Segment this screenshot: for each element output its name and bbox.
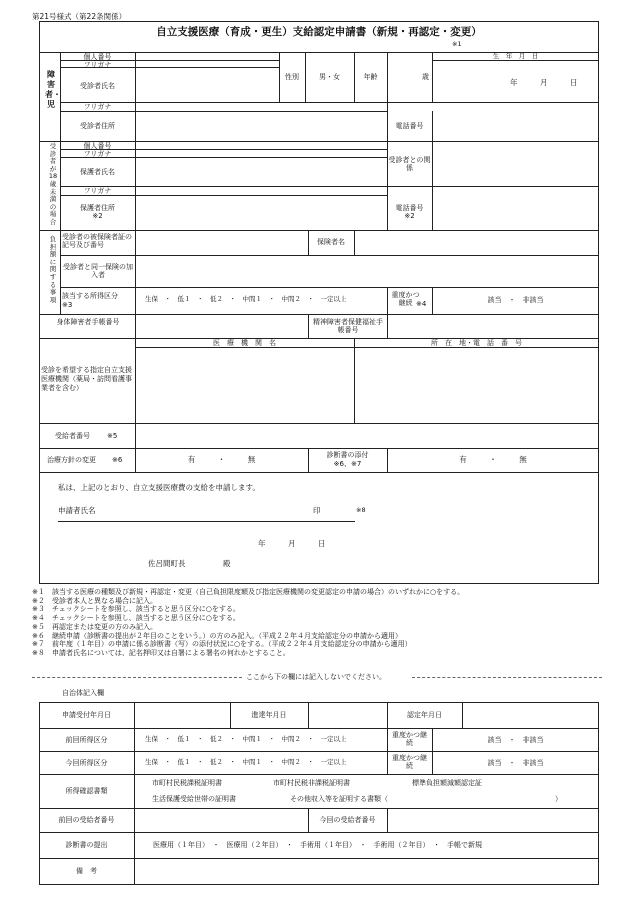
note-item — [32, 649, 290, 658]
remarks-label: 備 考 — [76, 867, 97, 875]
addressee: 佐呂間町長 殿 — [148, 559, 231, 568]
recipient-no-label: 受給者番号 — [55, 432, 90, 440]
note-item — [32, 588, 464, 597]
patient-furigana2-label: フリガナ — [83, 103, 112, 111]
note-text: 受診者本人と異なる場合に記入。 — [52, 596, 157, 605]
note-text: 前年度（１年目）の申請に係る診断書（写）の添付状況に○をする。（平成２２年４月支給認定分の申請から適用） — [52, 640, 412, 649]
severe-label: 重度かつ継続 — [391, 291, 420, 308]
curr-income-label: 今回所得区分 — [65, 759, 108, 767]
treatment-change-label: 治療方針の変更 — [47, 456, 96, 464]
institution-address-header: 所 在 地・電 話 番 号 — [431, 339, 522, 347]
guardian-name-label: 保護者氏名 — [80, 168, 115, 176]
note-key: ※５ — [32, 622, 45, 631]
insurer-label: 保険者名 — [317, 238, 345, 246]
note-key: ※４ — [32, 614, 45, 623]
note-item — [32, 614, 240, 623]
diagnosis-attached-options[interactable]: 有 ・ 無 — [459, 455, 527, 464]
treatment-change-options[interactable]: 有 ・ 無 — [187, 455, 256, 464]
sent-date-label: 進達年月日 — [251, 711, 287, 719]
note-text: チェックシートを参照し、該当すると思う区分に○をする。 — [52, 605, 240, 614]
note-text: 該当する医療の種類及び新規・再認定・変更（自己負担限度額及び指定医療機関の変更認定の申請の場合）のいずれかに○をする。 — [52, 588, 465, 596]
doc-tax-cert[interactable]: 市町村民税課税証明書 — [152, 779, 222, 787]
note-item — [32, 640, 412, 649]
income-class-note: ※3 — [62, 301, 73, 309]
patient-furigana-label: フリガナ — [83, 61, 112, 69]
prev-severe-options[interactable]: 該当 ・ 非該当 — [487, 736, 544, 744]
approved-date-label: 認定年月日 — [407, 711, 442, 719]
note-key: ※７ — [32, 640, 45, 649]
note-item — [32, 605, 240, 614]
diagnosis-submit-options[interactable]: 医療用（１年目） ・ 医療用（２年目） ・ 手術用（１年目） ・ 手術用（２年目） ・ 手帳で新規 — [153, 841, 482, 849]
application-date: 年 月 日 — [258, 539, 326, 548]
physical-handbook-label: 身体障害者手帳番号 — [56, 318, 120, 326]
insurance-no-label: 受診者の被保険者証の記号及び番号 — [62, 233, 132, 250]
guardian-section-label: 受診者が18歳未満の場合 — [48, 142, 58, 226]
institution-label: 受診を希望する指定自立支援医療機関（薬局・訪問看護事業者を含む） — [41, 366, 132, 392]
birth-date-label: 生 年 月 日 — [492, 52, 539, 60]
diagnosis-submit-label: 診断書の提出 — [65, 841, 108, 849]
guardian-id-label: 個人番号 — [83, 142, 112, 150]
gender-options[interactable]: 男・女 — [319, 73, 340, 81]
guardian-relation-label: 受診者との関係 — [388, 156, 431, 173]
guardian-address-label: 保護者住所 — [80, 204, 115, 212]
income-class-options[interactable]: 生保 ・ 低１ ・ 低２ ・ 中間１ ・ 中間２ ・ 一定以上 — [145, 295, 347, 303]
note-item — [32, 632, 402, 641]
patient-name-label: 受診者氏名 — [80, 82, 115, 90]
treatment-change-note: ※6 — [112, 456, 123, 464]
note-key: ※３ — [32, 605, 45, 614]
doc-nontax-cert[interactable]: 市町村民税非課税証明書 — [273, 779, 350, 787]
mental-handbook-label: 精神障害者保健福祉手帳番号 — [313, 318, 383, 335]
note-key: ※６ — [32, 631, 45, 640]
applicant-name-label: 申請者氏名 — [58, 506, 96, 515]
seal-note: ※8 — [356, 506, 366, 514]
guardian-phone-label: 電話番号 — [395, 204, 424, 212]
curr-severe-label: 重度かつ継続 — [392, 754, 427, 771]
doc-other-end: ） — [555, 795, 562, 803]
received-date-label: 申請受付年月日 — [62, 711, 111, 719]
burden-section-label: 負担額に関する事項 — [49, 235, 57, 304]
application-statement: 私は、上記のとおり、自立支援医療費の支給を申請します。 — [58, 483, 260, 492]
severe-options[interactable]: 該当 ・ 非該当 — [487, 296, 544, 304]
age-unit: 歳 — [422, 73, 429, 81]
curr-recipient-no-label: 今回の受給者番号 — [319, 816, 376, 824]
prev-severe-label: 重度かつ継続 — [392, 731, 427, 748]
same-insured-label: 受診者と同一保険の加入者 — [63, 263, 133, 280]
patient-address-label: 受診者住所 — [80, 122, 115, 130]
form-title: 自立支援医療（育成・更生）支給認定申請書（新規・再認定・変更） — [156, 26, 482, 38]
gender-label: 性別 — [285, 73, 299, 81]
doc-reduction-cert[interactable]: 標準負担額減額認定証 — [412, 779, 482, 787]
doc-welfare-cert[interactable]: 生活保護受給世帯の証明書 — [152, 795, 236, 803]
doc-other[interactable]: その他収入等を証明する書類（ — [290, 795, 388, 803]
note-key: ※１ — [32, 588, 45, 596]
form-number: 第21号様式（第22条関係） — [32, 12, 127, 21]
guardian-furigana2-label: フリガナ — [83, 187, 112, 195]
guardian-address-note: ※2 — [92, 212, 103, 220]
note-item — [32, 623, 157, 632]
note-text: 継続申請（診断書の提出が２年目のことをいう。）の方のみ記入。（平成２２年４月支給認定分の申請から適用） — [52, 631, 402, 640]
severe-note: ※4 — [416, 300, 427, 308]
birth-date-fields: 年 月 日 — [510, 78, 578, 87]
diagnosis-attached-note: ※6、※7 — [333, 460, 362, 468]
prev-income-label: 前回所得区分 — [65, 736, 108, 744]
seal-mark: 印 — [313, 506, 321, 515]
note-ref-1: ※1 — [452, 40, 462, 48]
recipient-no-note: ※5 — [107, 432, 118, 440]
curr-severe-options[interactable]: 該当 ・ 非該当 — [487, 759, 544, 767]
patient-section-label: 障害者・児 — [45, 70, 61, 109]
patient-id-label: 個人番号 — [83, 53, 112, 61]
age-label: 年齢 — [363, 73, 378, 81]
patient-phone-label: 電話番号 — [395, 122, 424, 130]
note-key: ※２ — [32, 596, 45, 605]
income-class-label: 該当する所得区分 — [62, 292, 118, 300]
note-text: 再認定または変更の方のみ記入。 — [52, 622, 157, 631]
note-key: ※８ — [32, 648, 45, 657]
separator-text: ここから下の欄には記入しないでください。 — [246, 673, 386, 681]
curr-income-options[interactable]: 生保 ・ 低１ ・ 低２ ・ 中間１ ・ 中間２ ・ 一定以上 — [145, 758, 347, 766]
diagnosis-attached-label: 診断書の添付 — [326, 451, 369, 459]
guardian-furigana-label: フリガナ — [83, 150, 112, 158]
note-text: 申請者氏名については、記名押印又は自署による署名の何れかとすること。 — [52, 648, 290, 657]
income-docs-label: 所得確認書類 — [65, 787, 108, 795]
prev-income-options[interactable]: 生保 ・ 低１ ・ 低２ ・ 中間１ ・ 中間２ ・ 一定以上 — [145, 735, 347, 743]
municipal-label: 自治体記入欄 — [62, 689, 104, 697]
note-text: チェックシートを参照し、該当すると思う区分に○をする。 — [52, 614, 240, 623]
guardian-phone-note: ※2 — [404, 212, 415, 220]
prev-recipient-no-label: 前回の受給者番号 — [58, 816, 115, 824]
institution-name-header: 医 療 機 関 名 — [213, 339, 276, 347]
